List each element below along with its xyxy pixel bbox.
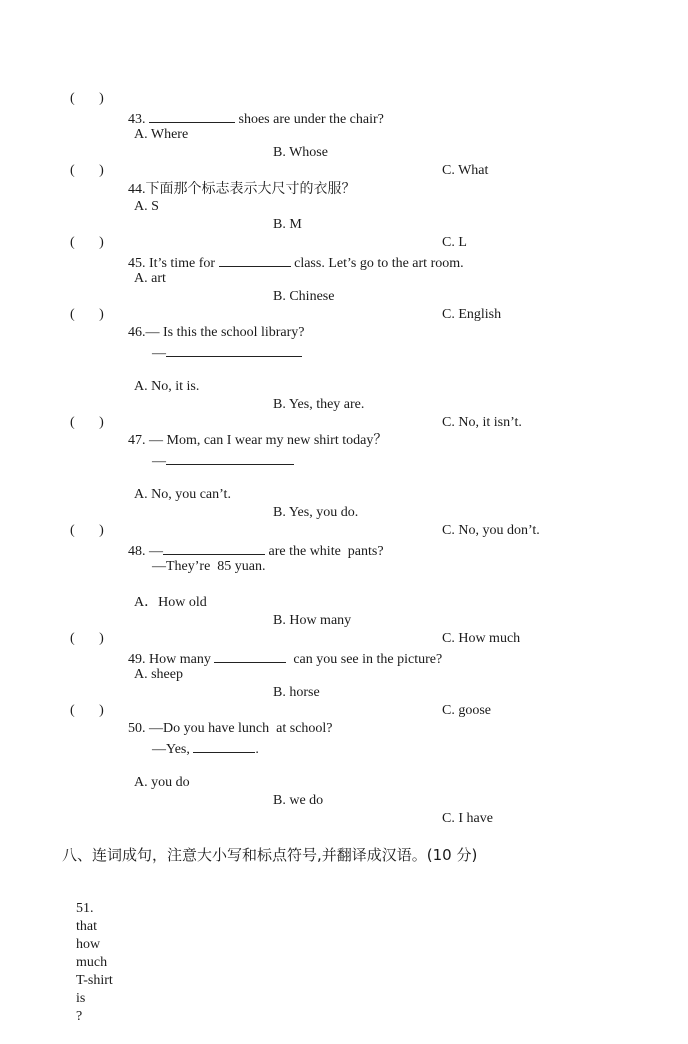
option-a[interactable]: A. you do	[134, 775, 190, 790]
section-title: 八、连词成句，注意大小写和标点符号,并翻译成汉语。(10 分)	[62, 846, 478, 864]
option-b[interactable]: B. Whose	[273, 145, 328, 160]
option-b[interactable]: B. horse	[273, 685, 320, 700]
option-c[interactable]: C. L	[442, 235, 467, 250]
option-c[interactable]: C. What	[442, 163, 489, 178]
word: is	[76, 991, 86, 1006]
fill-blank[interactable]	[214, 648, 286, 663]
reply-line: —	[152, 450, 294, 471]
word: that	[76, 919, 97, 934]
question-text: 49. How many can you see in the picture?	[128, 648, 442, 669]
reply-46	[0, 324, 166, 361]
scrambled-words	[62, 882, 131, 1044]
reply-line: —Yes, .	[152, 738, 259, 759]
option-c[interactable]: C. No, it isn’t.	[442, 415, 522, 430]
reply-line: —	[152, 342, 302, 363]
question-text: 45. It’s time for class. Let’s go to the art room.	[128, 252, 464, 273]
option-b[interactable]: B. Yes, you do.	[273, 505, 359, 520]
question-51	[0, 864, 113, 1024]
question-text: 44.下面那个标志表示大尺寸的衣服？	[128, 181, 356, 197]
option-b[interactable]: B. How many	[273, 613, 352, 628]
option-c[interactable]: C. No, you don’t.	[442, 523, 540, 538]
word: much	[76, 955, 108, 970]
option-a[interactable]: A. S	[134, 199, 159, 214]
question-number: 51.	[76, 901, 94, 916]
option-c[interactable]: C. English	[442, 307, 502, 322]
option-c[interactable]: C. I have	[442, 811, 493, 826]
options-50	[0, 756, 493, 828]
answer-paren[interactable]: ( )	[70, 307, 104, 322]
fill-blank[interactable]	[219, 252, 291, 267]
option-b[interactable]: B. M	[273, 217, 302, 232]
option-b[interactable]: B. Chinese	[273, 289, 335, 304]
answer-paren[interactable]: ( )	[70, 523, 104, 538]
reply-line: —They’re 85 yuan.	[152, 559, 266, 574]
section-title-row	[0, 828, 478, 864]
answer-paren[interactable]: ( )	[70, 163, 104, 178]
option-b[interactable]: B. we do	[273, 793, 324, 808]
question-text: 50. —Do you have lunch at school?	[128, 721, 333, 736]
option-c[interactable]: C. goose	[442, 703, 491, 718]
option-a[interactable]: A．How old	[134, 595, 207, 610]
answer-paren[interactable]: ( )	[70, 703, 104, 718]
word: how	[76, 937, 101, 952]
word: ?	[76, 1009, 83, 1024]
option-a[interactable]: A. art	[134, 271, 166, 286]
question-text: 47. — Mom, can I wear my new shirt today？	[128, 433, 388, 448]
fill-blank[interactable]	[166, 450, 294, 465]
question-text: 43. shoes are under the chair?	[128, 108, 384, 129]
question-text: 46.— Is this the school library?	[128, 325, 305, 340]
question-text: 48. — are the white pants?	[128, 540, 384, 561]
option-c[interactable]: C. How much	[442, 631, 521, 646]
fill-blank[interactable]	[166, 342, 302, 357]
fill-blank[interactable]	[193, 738, 255, 753]
answer-paren[interactable]: ( )	[70, 235, 104, 250]
option-a[interactable]: A. No, it is.	[134, 379, 200, 394]
answer-paren[interactable]: ( )	[70, 415, 104, 430]
option-a[interactable]: A. Where	[134, 127, 189, 142]
answer-paren[interactable]: ( )	[70, 631, 104, 646]
option-a[interactable]: A. No, you can’t.	[134, 487, 231, 502]
word: T-shirt	[76, 973, 113, 988]
fill-blank[interactable]	[163, 540, 265, 555]
reply-47	[0, 432, 166, 469]
option-b[interactable]: B. Yes, they are.	[273, 397, 365, 412]
option-a[interactable]: A. sheep	[134, 667, 183, 682]
answer-paren[interactable]: ( )	[70, 91, 104, 106]
fill-blank[interactable]	[149, 108, 235, 123]
